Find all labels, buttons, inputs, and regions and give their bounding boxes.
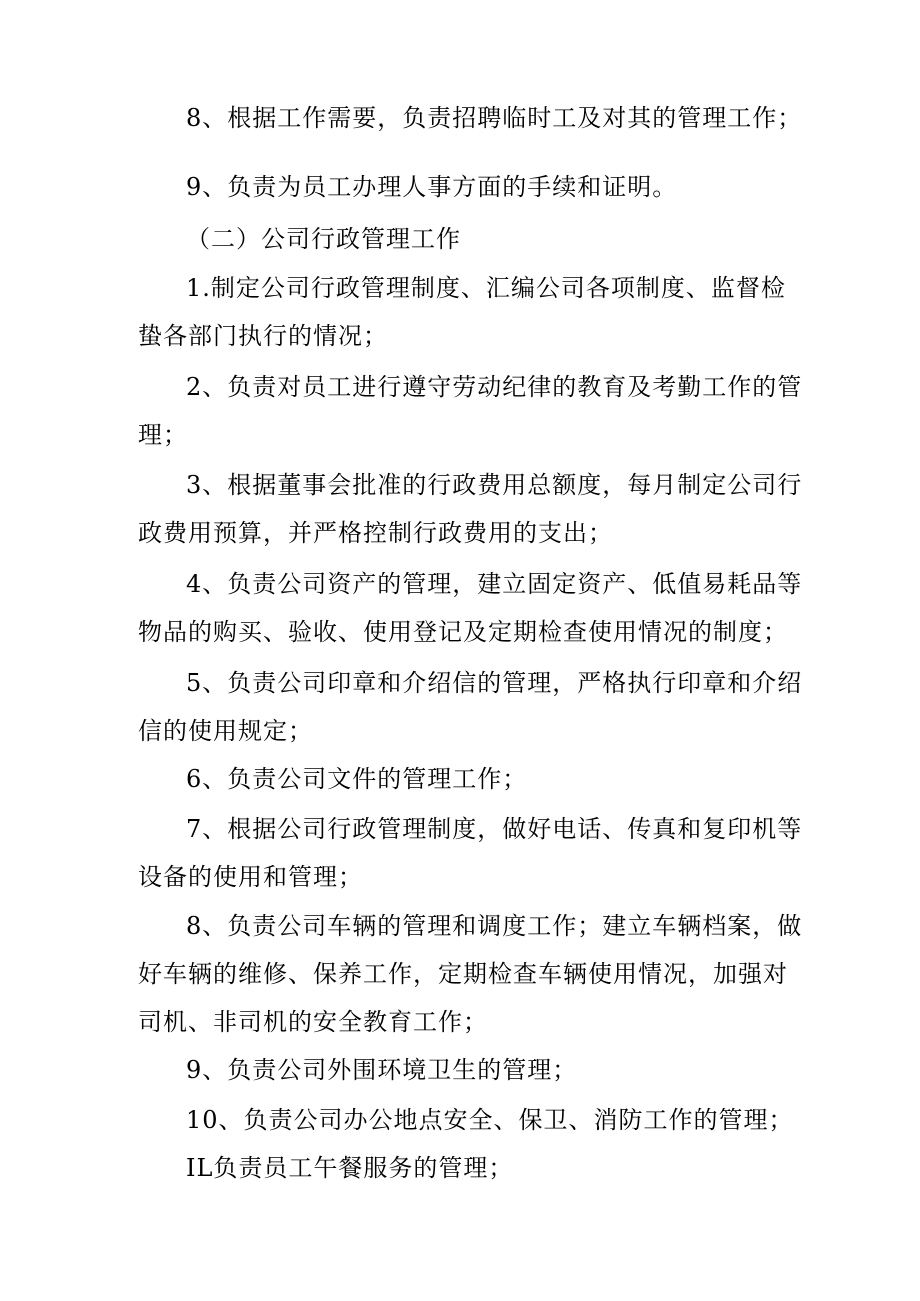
text-line: 4、负责公司资产的管理，建立固定资产、低值易耗品等 (186, 570, 803, 598)
text-line: 2、负责对员工进行遵守劳动纪律的教育及考勤工作的管 (186, 373, 803, 401)
text-line: 5、负责公司印章和介绍信的管理，严格执行印章和介绍 (186, 669, 803, 697)
text-line: 好车辆的维修、保养工作，定期检查车辆使用情况，加强对 (138, 960, 788, 988)
text-line: 政费用预算，并严格控制行政费用的支出； (138, 519, 613, 547)
text-line: 8、负责公司车辆的管理和调度工作；建立车辆档案，做 (186, 912, 803, 940)
text-line: 司机、非司机的安全教育工作； (138, 1008, 488, 1036)
text-line: IL负责员工午餐服务的管理； (186, 1154, 514, 1182)
text-line: 1.制定公司行政管理制度、汇编公司各项制度、监督检 (186, 274, 786, 302)
text-line: 蛰各部门执行的情况； (138, 322, 388, 350)
text-line: 9、负责为员工办理人事方面的手续和证明。 (186, 173, 678, 201)
text-line: 8、根据工作需要，负责招聘临时工及对其的管理工作； (186, 104, 803, 132)
text-line: 理； (138, 421, 188, 449)
text-line: 3、根据董事会批准的行政费用总额度，每月制定公司行 (186, 471, 803, 499)
text-line: 信的使用规定； (138, 717, 313, 745)
text-line: 物品的购买、验收、使用登记及定期检查使用情况的制度； (138, 618, 788, 646)
section-heading: （二）公司行政管理工作 (186, 225, 461, 253)
text-line: 10、负责公司办公地点安全、保卫、消防工作的管理； (186, 1106, 794, 1134)
text-line: 9、负责公司外围环境卫生的管理； (186, 1056, 578, 1084)
text-line: 7、根据公司行政管理制度，做好电话、传真和复印机等 (186, 815, 803, 843)
text-line: 设备的使用和管理； (138, 863, 363, 891)
text-line: 6、负责公司文件的管理工作； (186, 765, 528, 793)
